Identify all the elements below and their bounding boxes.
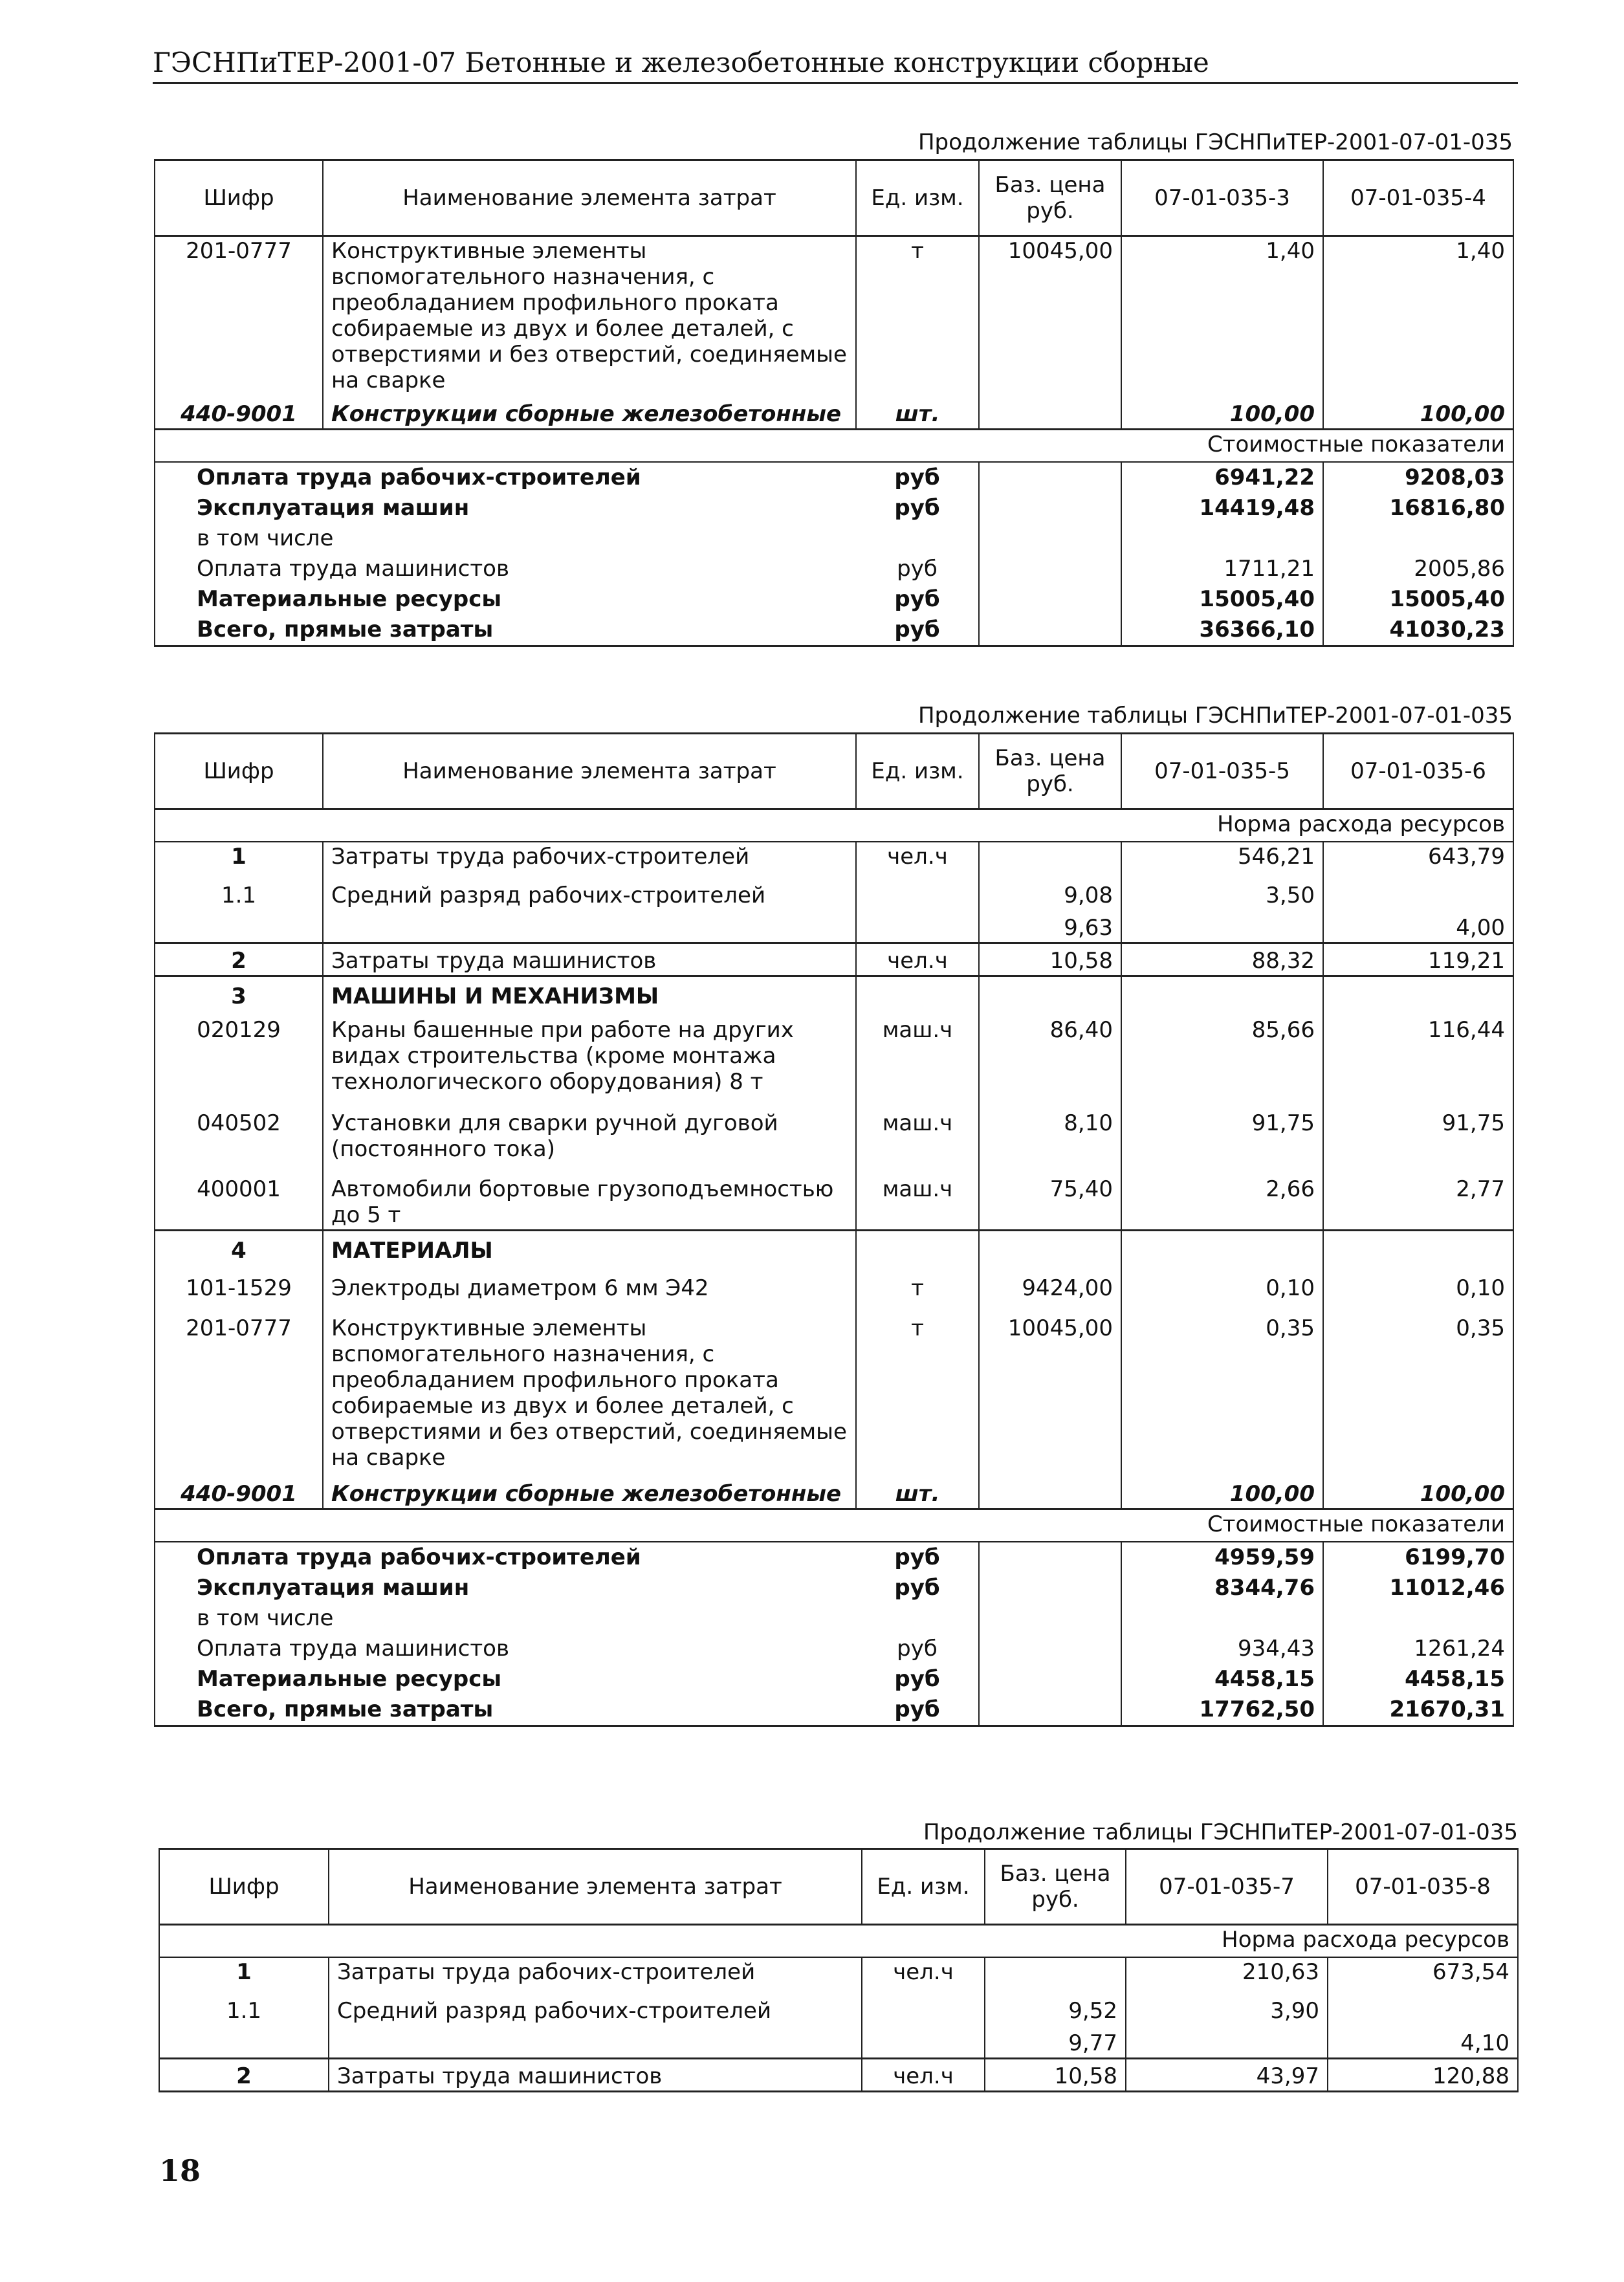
- totals-v1: 6941,22: [1121, 462, 1323, 493]
- col-header-unit: Ед. изм.: [856, 734, 979, 809]
- totals-v2: 41030,23: [1323, 615, 1513, 646]
- totals-v1: 14419,48: [1121, 493, 1323, 523]
- totals-v1: 36366,10: [1121, 615, 1323, 646]
- row-v2: 673,54: [1328, 1957, 1518, 1986]
- row-price: 10045,00: [979, 236, 1121, 395]
- row-name: Краны башенные при работе на других видах строительства (кроме монтажа технологического оборудования) 8 т: [323, 1011, 856, 1096]
- col-header-name: Наименование элемента затрат: [329, 1849, 862, 1925]
- row-v1: [1126, 2025, 1328, 2059]
- row-code: 201-0777: [155, 1302, 323, 1472]
- row-price: 75,40: [979, 1163, 1121, 1231]
- table-row: [155, 1265, 1513, 1302]
- col-header-price: Баз. цена руб.: [985, 1849, 1126, 1925]
- totals-v2: 4458,15: [1323, 1664, 1513, 1695]
- totals-name: Всего, прямые затраты: [155, 1695, 856, 1726]
- row-v2: 100,00: [1323, 395, 1513, 430]
- col-header-v1: 07-01-035-3: [1121, 160, 1323, 236]
- totals-name: Всего, прямые затраты: [155, 615, 856, 646]
- row-v1: [1121, 910, 1323, 943]
- totals-v1: 1711,21: [1121, 554, 1323, 584]
- section-label: Стоимостные показатели: [1121, 430, 1513, 463]
- row-v1: 3,50: [1121, 871, 1323, 910]
- row-v2: 119,21: [1323, 943, 1513, 976]
- row-price: 10,58: [985, 2059, 1126, 2092]
- col-header-price: Баз. цена руб.: [979, 734, 1121, 809]
- totals-row: [155, 615, 1513, 646]
- row-name: Затраты труда рабочих-строителей: [323, 842, 856, 871]
- row-unit: [862, 1986, 985, 2025]
- col-header-code: Шифр: [155, 734, 323, 809]
- totals-v1: 934,43: [1121, 1634, 1323, 1664]
- row-unit: маш.ч: [856, 1096, 979, 1163]
- row-v1: 88,32: [1121, 943, 1323, 976]
- totals-v2: 21670,31: [1323, 1695, 1513, 1726]
- totals-row: [155, 1542, 1513, 1573]
- row-code: 1.1: [159, 1986, 329, 2025]
- totals-name: Оплата труда рабочих-строителей: [155, 462, 856, 493]
- col-header-unit: Ед. изм.: [862, 1849, 985, 1925]
- table-row: [159, 1986, 1518, 2025]
- row-code: 020129: [155, 1011, 323, 1096]
- table-1: [154, 159, 1514, 647]
- row-unit: чел.ч: [856, 943, 979, 976]
- table-row: [155, 1163, 1513, 1231]
- totals-row: [155, 1695, 1513, 1726]
- row-unit: шт.: [856, 395, 979, 430]
- row-name: Конструктивные элементы вспомогательного назначения, с преобладанием профильного проката собираемые из двух и более деталей, с отверстиями и без отверстий, соединяемые на сварке: [323, 236, 856, 395]
- row-unit: чел.ч: [856, 842, 979, 871]
- table-row: [159, 2059, 1518, 2092]
- totals-row: [155, 554, 1513, 584]
- row-v2: 120,88: [1328, 2059, 1518, 2092]
- row-unit: маш.ч: [856, 1163, 979, 1231]
- row-name: Установки для сварки ручной дуговой (постоянного тока): [323, 1096, 856, 1163]
- row-v2: 4,10: [1328, 2025, 1518, 2059]
- row-name: [329, 2025, 862, 2059]
- totals-unit: руб: [856, 584, 979, 615]
- row-unit: чел.ч: [862, 2059, 985, 2092]
- row-v1: 546,21: [1121, 842, 1323, 871]
- row-code: 4: [155, 1231, 323, 1266]
- totals-v2: 1261,24: [1323, 1634, 1513, 1664]
- totals-unit: руб: [856, 1664, 979, 1695]
- row-code: 440-9001: [155, 395, 323, 430]
- totals-name: Оплата труда машинистов: [155, 1634, 856, 1664]
- row-code: [159, 2025, 329, 2059]
- row-v1: 2,66: [1121, 1163, 1323, 1231]
- row-price: 9,52: [985, 1986, 1126, 2025]
- col-header-v2: 07-01-035-8: [1328, 1849, 1518, 1925]
- totals-v1: 4959,59: [1121, 1542, 1323, 1573]
- totals-unit: руб: [856, 1573, 979, 1603]
- col-header-v2: 07-01-035-6: [1323, 734, 1513, 809]
- row-unit: т: [856, 1265, 979, 1302]
- row-price: 10045,00: [979, 1302, 1121, 1472]
- section-row: [159, 1925, 1518, 1958]
- row-name: Автомобили бортовые грузоподъемностью до 5 т: [323, 1163, 856, 1231]
- row-v2: [1328, 1986, 1518, 2025]
- row-price: 9424,00: [979, 1265, 1121, 1302]
- row-name: Средний разряд рабочих-строителей: [329, 1986, 862, 2025]
- totals-v1: 4458,15: [1121, 1664, 1323, 1695]
- totals-name: в том числе: [155, 1603, 856, 1634]
- row-code: 101-1529: [155, 1265, 323, 1302]
- totals-unit: руб: [856, 1542, 979, 1573]
- row-v2: 0,35: [1323, 1302, 1513, 1472]
- row-name: Средний разряд рабочих-строителей: [323, 871, 856, 910]
- row-code: 3: [155, 976, 323, 1011]
- row-code: 1: [155, 842, 323, 871]
- row-code: 1: [159, 1957, 329, 1986]
- row-price: [979, 1472, 1121, 1509]
- table-row: [155, 1096, 1513, 1163]
- section-label: Стоимостные показатели: [1121, 1509, 1513, 1542]
- row-price: [979, 395, 1121, 430]
- row-v2: 1,40: [1323, 236, 1513, 395]
- row-v2: 116,44: [1323, 1011, 1513, 1096]
- row-v1: 0,10: [1121, 1265, 1323, 1302]
- row-v2: 91,75: [1323, 1096, 1513, 1163]
- section-row: [155, 430, 1513, 463]
- totals-name: Оплата труда рабочих-строителей: [155, 1542, 856, 1573]
- section-label: Норма расхода ресурсов: [1126, 1925, 1518, 1958]
- totals-v1: 17762,50: [1121, 1695, 1323, 1726]
- table-3: [159, 1848, 1519, 2092]
- row-unit: т: [856, 1302, 979, 1472]
- totals-row: [155, 1603, 1513, 1634]
- row-v1: 100,00: [1121, 395, 1323, 430]
- row-name: Конструкции сборные железобетонные: [323, 395, 856, 430]
- row-v2: 643,79: [1323, 842, 1513, 871]
- row-v2: 0,10: [1323, 1265, 1513, 1302]
- col-header-price: Баз. цена руб.: [979, 160, 1121, 236]
- totals-v2: 16816,80: [1323, 493, 1513, 523]
- row-unit: маш.ч: [856, 1011, 979, 1096]
- totals-v2: 9208,03: [1323, 462, 1513, 493]
- totals-row: [155, 584, 1513, 615]
- row-name: Конструкции сборные железобетонные: [323, 1472, 856, 1509]
- table-row: [155, 1302, 1513, 1472]
- row-name: МАШИНЫ И МЕХАНИЗМЫ: [323, 976, 856, 1011]
- totals-v2: 11012,46: [1323, 1573, 1513, 1603]
- table-row: [155, 976, 1513, 1011]
- totals-row: [155, 462, 1513, 493]
- totals-row: [155, 1664, 1513, 1695]
- section-row: [155, 809, 1513, 842]
- row-name: Затраты труда машинистов: [323, 943, 856, 976]
- row-v1: 0,35: [1121, 1302, 1323, 1472]
- table-row: [155, 1231, 1513, 1266]
- table-row: [155, 1472, 1513, 1509]
- totals-unit: руб: [856, 554, 979, 584]
- col-header-name: Наименование элемента затрат: [323, 160, 856, 236]
- row-price: 9,08: [979, 871, 1121, 910]
- totals-v2: 2005,86: [1323, 554, 1513, 584]
- table-2: [154, 732, 1514, 1727]
- row-v1: 85,66: [1121, 1011, 1323, 1096]
- row-v2: 2,77: [1323, 1163, 1513, 1231]
- row-code: 201-0777: [155, 236, 323, 395]
- row-price: [985, 1957, 1126, 1986]
- row-name: [323, 910, 856, 943]
- row-unit: [856, 910, 979, 943]
- section-label: Норма расхода ресурсов: [1121, 809, 1513, 842]
- totals-name: в том числе: [155, 523, 856, 554]
- col-header-code: Шифр: [159, 1849, 329, 1925]
- row-unit: [862, 2025, 985, 2059]
- col-header-v2: 07-01-035-4: [1323, 160, 1513, 236]
- totals-unit: руб: [856, 615, 979, 646]
- row-v2: 100,00: [1323, 1472, 1513, 1509]
- row-price: 9,77: [985, 2025, 1126, 2059]
- row-unit: шт.: [856, 1472, 979, 1509]
- table-row: [155, 910, 1513, 943]
- col-header-name: Наименование элемента затрат: [323, 734, 856, 809]
- col-header-code: Шифр: [155, 160, 323, 236]
- totals-name: Материальные ресурсы: [155, 1664, 856, 1695]
- row-v1: 1,40: [1121, 236, 1323, 395]
- row-v1: 43,97: [1126, 2059, 1328, 2092]
- table-header-row: [155, 734, 1513, 809]
- row-unit: чел.ч: [862, 1957, 985, 1986]
- totals-row: [155, 493, 1513, 523]
- row-price: 86,40: [979, 1011, 1121, 1096]
- table-2-caption: Продолжение таблицы ГЭСНПиТЕР-2001-07-01-035: [917, 703, 1513, 729]
- table-3-caption: Продолжение таблицы ГЭСНПиТЕР-2001-07-01-035: [923, 1819, 1518, 1845]
- row-price: 10,58: [979, 943, 1121, 976]
- table-row: [159, 1957, 1518, 1986]
- row-name: Затраты труда машинистов: [329, 2059, 862, 2092]
- row-price: 8,10: [979, 1096, 1121, 1163]
- totals-row: [155, 1573, 1513, 1603]
- totals-v1: 8344,76: [1121, 1573, 1323, 1603]
- section-row: [155, 1509, 1513, 1542]
- totals-v1: 15005,40: [1121, 584, 1323, 615]
- row-name: Конструктивные элементы вспомогательного назначения, с преобладанием профильного проката собираемые из двух и более деталей, с отверстиями и без отверстий, соединяемые на сварке: [323, 1302, 856, 1472]
- row-name: Затраты труда рабочих-строителей: [329, 1957, 862, 1986]
- table-row: [155, 943, 1513, 976]
- row-code: 400001: [155, 1163, 323, 1231]
- row-price: 9,63: [979, 910, 1121, 943]
- totals-unit: руб: [856, 462, 979, 493]
- row-v2: [1323, 871, 1513, 910]
- row-code: 2: [155, 943, 323, 976]
- totals-row: [155, 523, 1513, 554]
- page-number: 18: [159, 2153, 201, 2188]
- table-1-caption: Продолжение таблицы ГЭСНПиТЕР-2001-07-01-035: [917, 129, 1513, 155]
- table-row: [155, 395, 1513, 430]
- table-row: [155, 1011, 1513, 1096]
- row-unit: [856, 871, 979, 910]
- totals-name: Эксплуатация машин: [155, 1573, 856, 1603]
- col-header-v1: 07-01-035-7: [1126, 1849, 1328, 1925]
- totals-name: Эксплуатация машин: [155, 493, 856, 523]
- totals-v2: 6199,70: [1323, 1542, 1513, 1573]
- row-name: Электроды диаметром 6 мм Э42: [323, 1265, 856, 1302]
- table-row: [159, 2025, 1518, 2059]
- totals-unit: руб: [856, 1634, 979, 1664]
- totals-name: Оплата труда машинистов: [155, 554, 856, 584]
- row-code: [155, 910, 323, 943]
- row-name: МАТЕРИАЛЫ: [323, 1231, 856, 1266]
- row-v1: 210,63: [1126, 1957, 1328, 1986]
- row-code: 440-9001: [155, 1472, 323, 1509]
- table-header-row: [159, 1849, 1518, 1925]
- row-unit: т: [856, 236, 979, 395]
- row-v1: 91,75: [1121, 1096, 1323, 1163]
- row-v2: 4,00: [1323, 910, 1513, 943]
- row-price: [979, 842, 1121, 871]
- totals-unit: руб: [856, 493, 979, 523]
- table-row: [155, 871, 1513, 910]
- table-row: [155, 842, 1513, 871]
- totals-v2: 15005,40: [1323, 584, 1513, 615]
- table-header-row: [155, 160, 1513, 236]
- row-code: 040502: [155, 1096, 323, 1163]
- totals-unit: руб: [856, 1695, 979, 1726]
- running-header: ГЭСНПиТЕР-2001-07 Бетонные и железобетонные конструкции сборные: [153, 47, 1518, 84]
- row-code: 1.1: [155, 871, 323, 910]
- row-v1: 3,90: [1126, 1986, 1328, 2025]
- row-v1: 100,00: [1121, 1472, 1323, 1509]
- totals-name: Материальные ресурсы: [155, 584, 856, 615]
- col-header-v1: 07-01-035-5: [1121, 734, 1323, 809]
- col-header-unit: Ед. изм.: [856, 160, 979, 236]
- totals-row: [155, 1634, 1513, 1664]
- row-code: 2: [159, 2059, 329, 2092]
- table-row: [155, 236, 1513, 395]
